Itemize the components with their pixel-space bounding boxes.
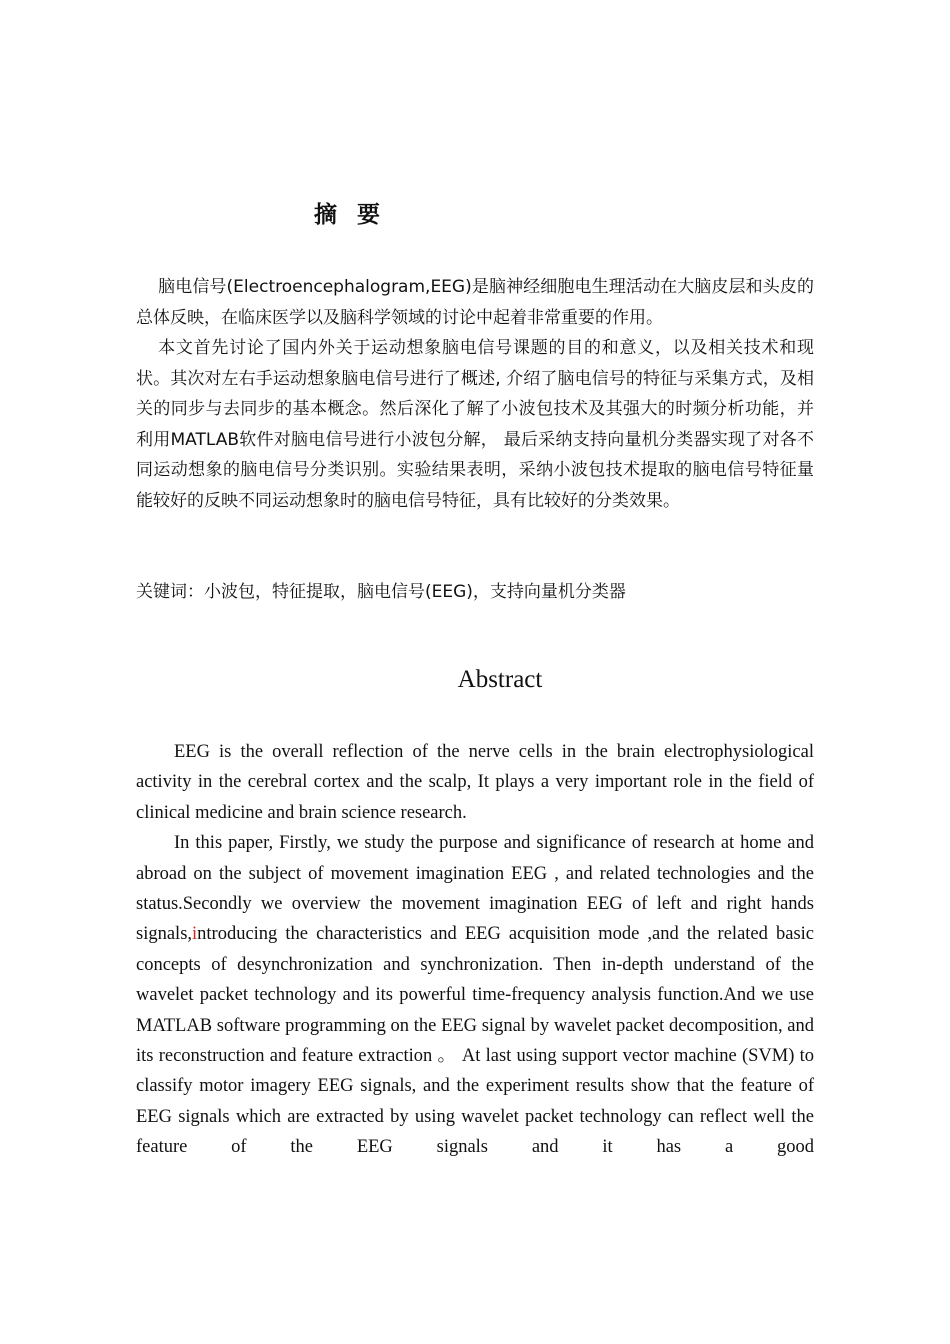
english-paragraph-2: [136, 828, 814, 1162]
english-paragraph-1: EEG is the overall reflection of the nerve cells in the brain electrophysiological activity in the cerebral cortex and the scalp, It plays a very important role in the field of clinical medicine and brain science research.: [136, 742, 814, 823]
english-paragraph-2-part-2: ntroducing the characteristics and EEG acquisition mode ,and the related basic concepts of desynchronization and synchronization. Then in-depth understand of the wavelet packet technology and its powerful time-frequency analysis function.And we use MATLAB software programming on the EEG signal by wavelet packet decomposition, and its reconstruction and feature extraction 。 At last using support vector machine (SVM) to classify motor imagery EEG signals, and the experiment results show that the feature of EEG signals which are extracted by using wavelet packet technology can reflect well the feature of the EEG signals and it has a good: [136, 924, 814, 1158]
chinese-paragraph-1: 脑电信号(Electroencephalogram,EEG)是脑神经细胞电生理活动在大脑皮层和头皮的总体反映，在临床医学以及脑科学领域的讨论中起着非常重要的作用。: [136, 277, 814, 328]
chinese-abstract-title: 摘 要: [314, 202, 387, 228]
english-paragraph-2-part-1: In this paper, Firstly, we study the purpose and significance of research at home and abroad on the subject of movement imagination EEG , and related technologies and the status.Secondly we overview the movement imagination EEG of left and right hands signals,: [136, 833, 814, 945]
english-abstract-title: Abstract: [457, 666, 543, 693]
english-abstract-body: [136, 737, 814, 1163]
chinese-keywords: 关键词：小波包，特征提取，脑电信号(EEG)，支持向量机分类器: [136, 582, 626, 602]
chinese-abstract-body: [136, 272, 814, 516]
chinese-paragraph-2: 本文首先讨论了国内外关于运动想象脑电信号课题的目的和意义，以及相关技术和现状。其次对左右手运动想象脑电信号进行了概述, 介绍了脑电信号的特征与采集方式，及相关的同步与去同步的基本概念。然后深化了解了小波包技术及其强大的时频分析功能，并利用MATLAB软件对脑电信号进行小波包分解， 最后采纳支持向量机分类器实现了对各不同运动想象的脑电信号分类识别。实验结果表明，采纳小波包技术提取的脑电信号特征量能较好的反映不同运动想象时的脑电信号特征，具有比较好的分类效果。: [136, 338, 814, 511]
highlighted-letter: i: [192, 924, 198, 945]
